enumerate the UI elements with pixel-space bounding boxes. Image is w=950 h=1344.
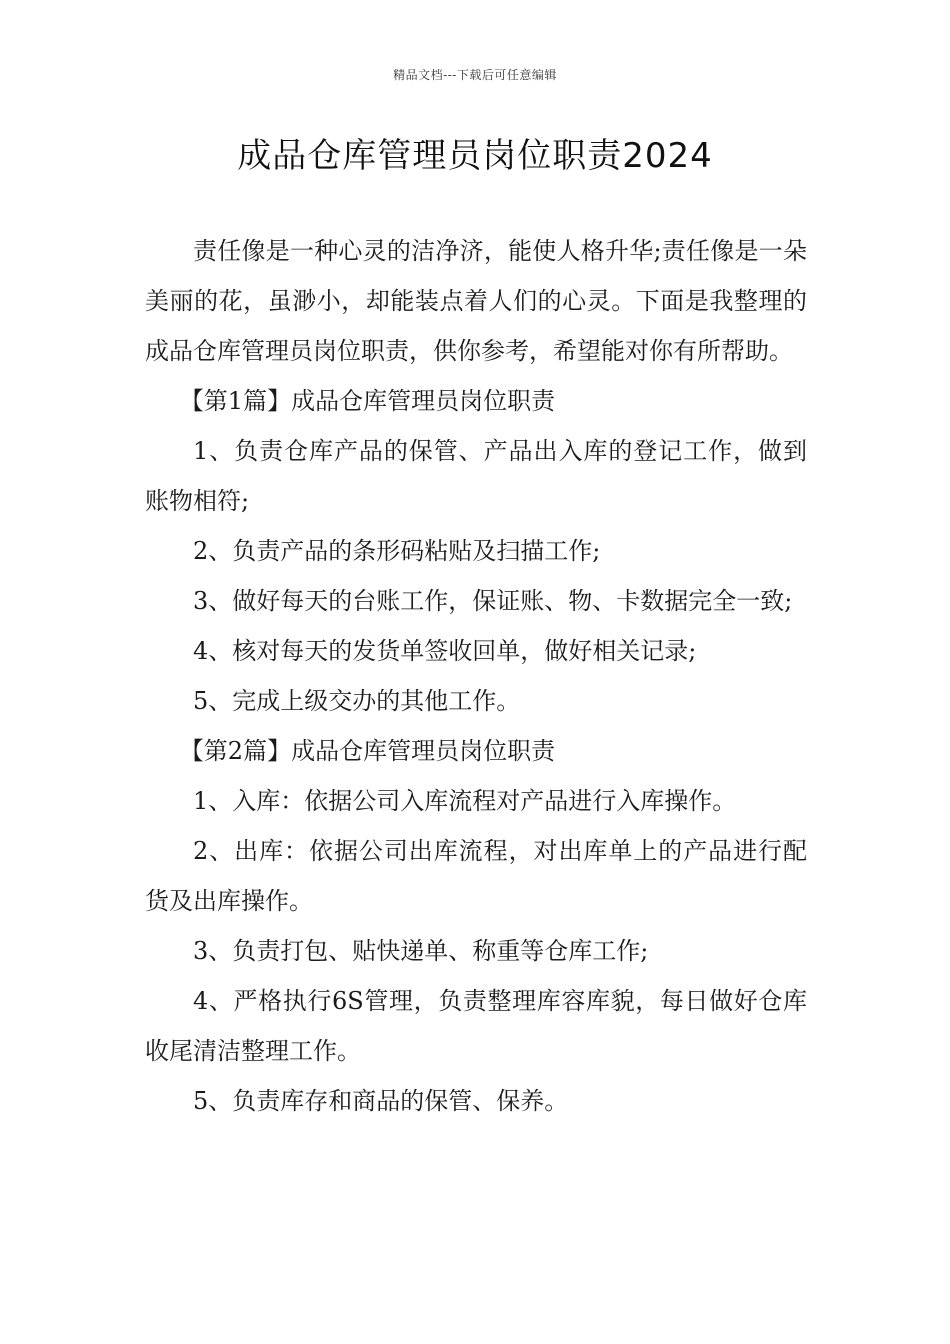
section-heading: 【第1篇】成品仓库管理员岗位职责 bbox=[179, 387, 556, 415]
list-item: 4、核对每天的发货单签收回单，做好相关记录; bbox=[193, 637, 697, 665]
list-item: 1、入库：依据公司入库流程对产品进行入库操作。 bbox=[193, 787, 737, 815]
list-item: 3、负责打包、贴快递单、称重等仓库工作; bbox=[193, 937, 649, 965]
list-item: 2、负责产品的条形码粘贴及扫描工作; bbox=[193, 537, 601, 565]
page-title: 成品仓库管理员岗位职责2024 bbox=[237, 136, 713, 176]
intro-paragraph: 责任像是一种心灵的洁净济，能使人格升华;责任像是一朵美丽的花，虽渺小，却能装点着人们的心灵。下面是我整理的成品仓库管理员岗位职责，供你参考，希望能对你有所帮助。 bbox=[145, 237, 807, 365]
section-heading: 【第2篇】成品仓库管理员岗位职责 bbox=[179, 737, 556, 765]
list-item: 4、严格执行6S管理，负责整理库容库貌，每日做好仓库收尾清洁整理工作。 bbox=[145, 987, 807, 1065]
list-item: 1、负责仓库产品的保管、产品出入库的登记工作，做到账物相符; bbox=[145, 437, 807, 515]
list-item: 5、负责库存和商品的保管、保养。 bbox=[193, 1087, 569, 1115]
list-item: 5、完成上级交办的其他工作。 bbox=[193, 687, 521, 715]
document-body bbox=[145, 226, 807, 1126]
list-item: 2、出库：依据公司出库流程，对出库单上的产品进行配货及出库操作。 bbox=[145, 837, 807, 915]
header-note: 精品文档---下载后可任意编辑 bbox=[393, 68, 557, 82]
list-item: 3、做好每天的台账工作，保证账、物、卡数据完全一致; bbox=[193, 587, 793, 615]
